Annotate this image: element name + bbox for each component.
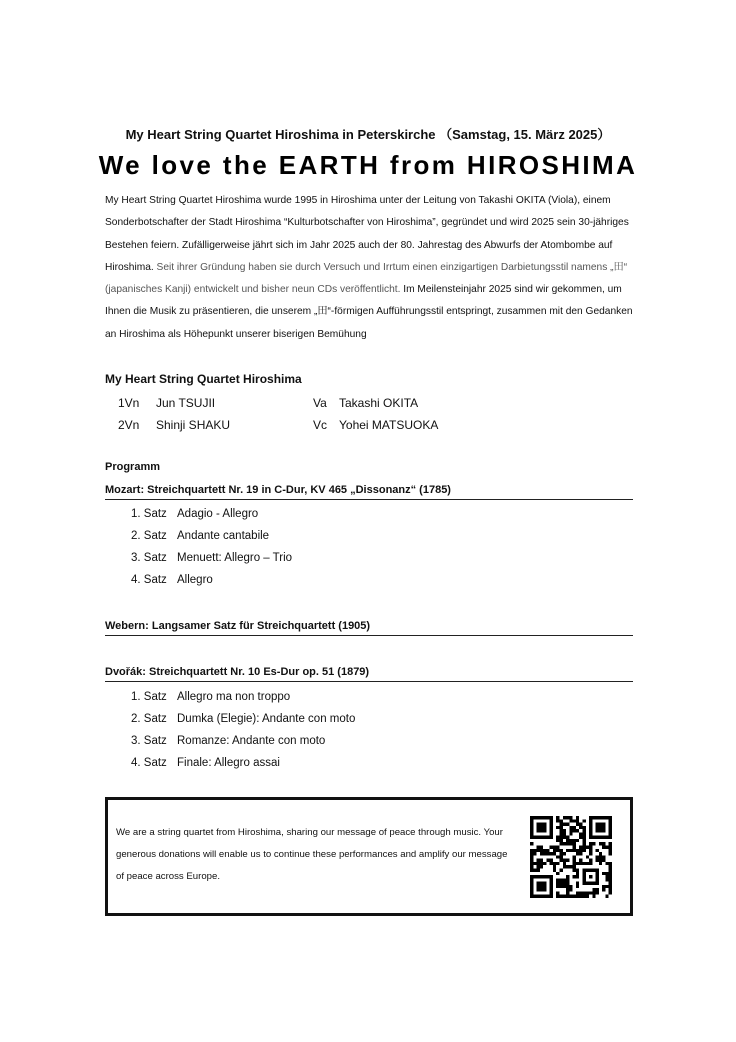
- movement-number: 4. Satz: [131, 757, 167, 769]
- movement-number: 1. Satz: [131, 508, 167, 520]
- donation-text: We are a string quartet from Hiroshima, sharing our message of peace through music. Your generous donations will enable us to continue these performances and amplify our message of peace across Europe.: [116, 827, 508, 882]
- intro-paragraph: [105, 190, 635, 346]
- member-first-violin: [118, 396, 216, 410]
- member-name: Shinji SHAKU: [156, 418, 231, 432]
- intro-part-3: Im Meilensteinjahr 2025 sind wir gekommen, um Ihnen die Musik zu präsentieren, die unserem „田“-förmigen Aufführungsstil entspringt, zusammen mit den Gedanken an Hiroshima als Höhepunkt unserer biserigen Bemühung: [105, 284, 633, 340]
- movement-number: 1. Satz: [131, 691, 167, 703]
- movement-number: 2. Satz: [131, 530, 167, 542]
- movement-title: Romanze: Andante con moto: [177, 735, 326, 747]
- work-title-dvorak: Dvořák: Streichquartett Nr. 10 Es-Dur op. 51 (1879): [105, 666, 633, 682]
- movement-number: 4. Satz: [131, 574, 167, 586]
- member-role: 1Vn: [118, 396, 140, 410]
- movement-title: Dumka (Elegie): Andante con moto: [177, 713, 356, 725]
- movement-number: 3. Satz: [131, 735, 167, 747]
- member-name: Jun TSUJII: [156, 396, 216, 410]
- event-line: My Heart String Quartet Hiroshima in Peterskirche （Samstag, 15. März 2025）: [125, 127, 611, 142]
- member-viola: [313, 396, 419, 410]
- qr-code-icon[interactable]: [530, 816, 612, 898]
- member-role: Va: [313, 396, 327, 410]
- intro-part-1: My Heart String Quartet Hiroshima wurde 1995 in Hiroshima unter der Leitung von Takashi OKITA (Viola), einem Sonderbotschafter der Stadt Hiroshima “Kulturbotschafter von Hiroshima”, gegründet und wird 2025 sein 30-jähriges Bestehen feiern. Zufälligerweise jährt sich im Jahr 2025 auch der 80. Jahrestag des Abwurfs der Atombombe auf Hiroshima.: [105, 195, 629, 273]
- movement-title: Allegro: [177, 574, 213, 586]
- work-title-mozart: Mozart: Streichquartett Nr. 19 in C-Dur, KV 465 „Dissonanz“ (1785): [105, 484, 633, 500]
- intro-part-2: Seit ihrer Gründung haben sie durch Versuch und Irrtum einen einzigartigen Darbietungsstil namens „田“ (japanisches Kanji) entwickelt und bisher neun CDs veröffentlicht.: [105, 261, 628, 296]
- member-role: 2Vn: [118, 418, 140, 432]
- movement-number: 2. Satz: [131, 713, 167, 725]
- member-name: Yohei MATSUOKA: [339, 418, 439, 432]
- work-title-webern: Webern: Langsamer Satz für Streichquartett (1905): [105, 620, 633, 636]
- movement-title: Andante cantabile: [177, 530, 270, 542]
- donation-box: [105, 797, 633, 916]
- member-name: Takashi OKITA: [339, 396, 419, 410]
- movement-title: Allegro ma non troppo: [177, 691, 291, 703]
- ensemble-title: My Heart String Quartet Hiroshima: [105, 372, 302, 386]
- headline: We love the EARTH from HIROSHIMA: [98, 150, 638, 180]
- member-second-violin: [118, 418, 231, 432]
- movement-number: 3. Satz: [131, 552, 167, 564]
- member-role: Vc: [313, 418, 328, 432]
- movement-title: Finale: Allegro assai: [177, 757, 280, 769]
- program-label: Programm: [105, 461, 161, 473]
- member-cello: [313, 418, 439, 432]
- movement-title: Adagio - Allegro: [177, 508, 259, 520]
- movement-title: Menuett: Allegro – Trio: [177, 552, 293, 564]
